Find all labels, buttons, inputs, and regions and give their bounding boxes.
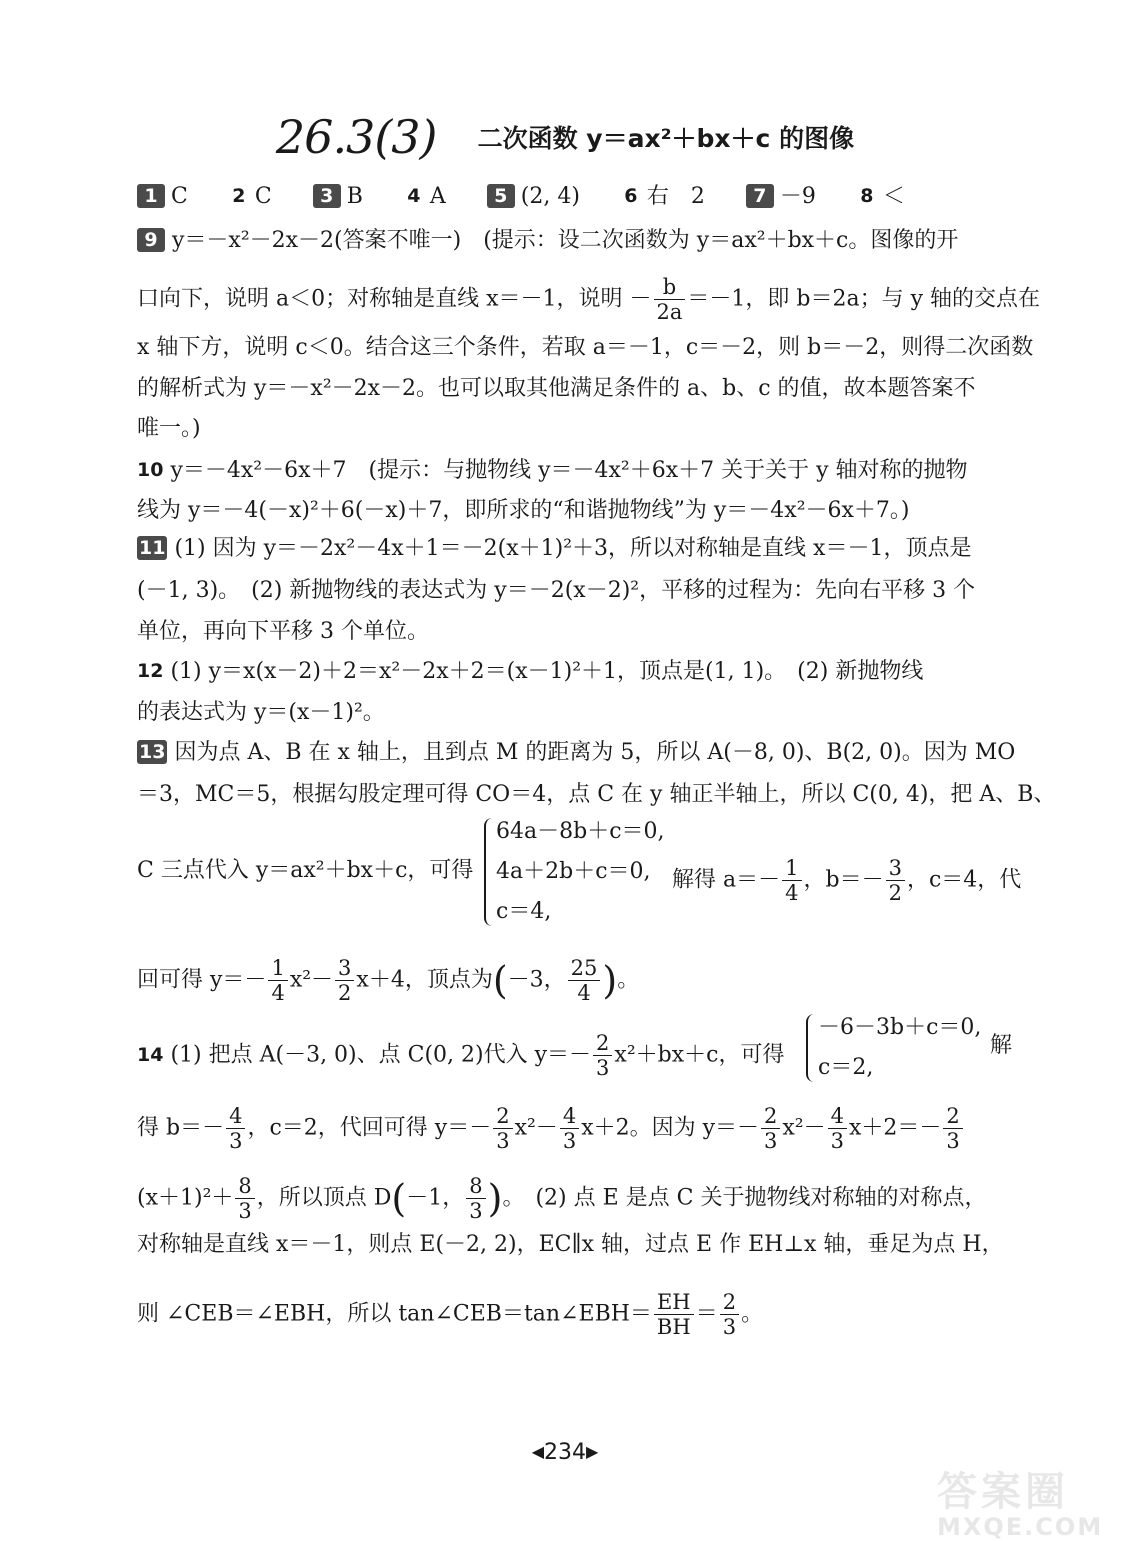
- q9-line: [137, 374, 1020, 404]
- fraction-denominator: 4: [271, 981, 285, 1005]
- fraction: [654, 275, 686, 324]
- equation: 4a＋2b＋c＝0,: [496, 859, 651, 884]
- answer-text: x 轴下方，说明 c＜0。结合这三个条件，若取 a＝－1，c＝－2，则 b＝－2，则得二次函数: [137, 335, 1034, 360]
- q9-line: [137, 414, 1020, 444]
- answer-value: A: [429, 184, 446, 209]
- answer-text: (1) 因为 y＝－2x²－4x＋1＝－2(x＋1)²＋3，所以对称轴是直线 x＝－1，顶点是: [174, 536, 972, 561]
- page-title: [0, 110, 1130, 164]
- q10-line: [137, 456, 1020, 486]
- fraction-denominator: 4: [577, 981, 591, 1005]
- equation-system: [806, 1008, 981, 1088]
- q14-line: [137, 1290, 1020, 1339]
- answer-text: x＋2。因为 y＝－: [581, 1115, 760, 1141]
- fraction-denominator: 2a: [656, 300, 683, 324]
- fraction: [593, 1031, 612, 1080]
- fraction-numerator: 4: [560, 1104, 579, 1129]
- answer-text: 线为 y＝－4(－x)²＋6(－x)＋7，即所求的“和谐抛物线”为 y＝－4x²－6x＋7。): [137, 498, 910, 523]
- fraction: [493, 1104, 512, 1153]
- fraction: [720, 1290, 739, 1339]
- q13-line: [672, 856, 1020, 905]
- answer-text: x＋2＝－: [849, 1115, 942, 1141]
- answer-text: C 三点代入 y＝ax²＋bx＋c，可得: [137, 858, 474, 883]
- answers-row: [137, 182, 1020, 212]
- q10-line: [137, 496, 1020, 526]
- q11-line: [137, 576, 1020, 606]
- left-triangle-icon: ◀: [531, 1442, 544, 1461]
- answer-text: (－1, 3)。 (2) 新抛物线的表达式为 y＝－2(x－2)²，平移的过程为：先向右平移 3 个: [137, 578, 976, 603]
- answer-text: ＝－1，即 b＝2a；与 y 轴的交点在: [687, 286, 1040, 312]
- fraction-denominator: 3: [946, 1129, 960, 1153]
- q13-line: [137, 738, 1020, 768]
- q11-line: [137, 534, 1020, 564]
- answer-text: －3，: [507, 967, 566, 993]
- right-triangle-icon: ▶: [586, 1442, 599, 1461]
- answer-value: －9: [779, 184, 816, 209]
- fraction-denominator: 2: [888, 881, 902, 905]
- fraction-denominator: 3: [496, 1129, 510, 1153]
- right-paren: ): [487, 1176, 503, 1221]
- equation: 64a－8b＋c＝0,: [496, 819, 665, 844]
- answer-text: 的表达式为 y＝(x－1)²。: [137, 700, 385, 725]
- fraction-denominator: 3: [229, 1129, 243, 1153]
- fraction: [235, 1174, 254, 1223]
- fraction: [268, 956, 287, 1005]
- answer-text: x²－: [514, 1115, 558, 1141]
- fraction-numerator: 3: [335, 956, 354, 981]
- q14-line: [137, 1230, 1020, 1260]
- answer-value: C: [171, 184, 188, 209]
- answer-text: x²－: [782, 1115, 826, 1141]
- question-number: 14: [137, 1043, 164, 1066]
- answer-value: 右 2: [646, 184, 705, 209]
- answer-text: 口向下，说明 a＜0；对称轴是直线 x＝－1，说明 －: [137, 286, 652, 312]
- q12-line: [137, 698, 1020, 728]
- fraction-numerator: 2: [720, 1290, 739, 1315]
- page-number-value: 234: [544, 1440, 586, 1465]
- q12-line: [137, 657, 1020, 687]
- fraction-numerator: 2: [761, 1104, 780, 1129]
- fraction-numerator: 1: [782, 856, 801, 881]
- watermark-url: MXQE.COM: [937, 1513, 1104, 1541]
- fraction-denominator: 3: [562, 1129, 577, 1153]
- fraction-numerator: 8: [466, 1174, 485, 1199]
- equation: －6－3b＋c＝0,: [818, 1015, 982, 1040]
- answer-text: (x＋1)²＋: [137, 1185, 234, 1211]
- question-number: 12: [137, 660, 164, 682]
- left-paren: (: [391, 1176, 407, 1221]
- fraction-numerator: 1: [268, 956, 287, 981]
- watermark-text: 答案圈: [937, 1469, 1069, 1515]
- fraction-numerator: 2: [943, 1104, 962, 1129]
- answer-value: (2, 4): [520, 184, 580, 209]
- answer-text: ＝: [695, 1301, 718, 1327]
- fraction: [943, 1104, 962, 1153]
- answer-value: ＜: [882, 184, 905, 209]
- fraction: [568, 956, 601, 1005]
- question-number: 7: [746, 184, 774, 208]
- q14-line: [990, 1031, 1012, 1061]
- q9-line: [137, 226, 1020, 256]
- equation-system: [484, 812, 665, 932]
- fraction-denominator: 3: [238, 1199, 252, 1223]
- answer-text: 对称轴是直线 x＝－1，则点 E(－2, 2)，EC∥x 轴，过点 E 作 EH⊥x 轴，垂足为点 H，: [137, 1232, 1004, 1257]
- question-number: 13: [139, 741, 166, 763]
- answer-text: (1) 把点 A(－3, 0)、点 C(0, 2)代入 y＝－: [170, 1042, 592, 1068]
- question-number: 3: [313, 184, 341, 208]
- question-number: 11: [139, 537, 166, 559]
- fraction-numerator: 3: [886, 856, 905, 881]
- answer-text: x＋4，顶点为: [356, 967, 493, 993]
- fraction-denominator: 3: [596, 1056, 610, 1080]
- fraction-numerator: 2: [593, 1031, 612, 1056]
- question-number: 9: [137, 228, 165, 252]
- fraction: [226, 1104, 245, 1153]
- watermark-logo: [937, 1460, 1112, 1541]
- answer-text: y＝－4x²－6x＋7 (提示：与抛物线 y＝－4x²＋6x＋7 关于关于 y 轴对称的抛物: [170, 458, 968, 483]
- fraction-denominator: 3: [469, 1199, 483, 1223]
- question-number: 10: [137, 459, 164, 481]
- fraction-denominator: 3: [830, 1129, 844, 1153]
- question-number: 4: [407, 185, 421, 207]
- q11-line: [137, 617, 1020, 647]
- fraction-numerator: 2: [493, 1104, 512, 1129]
- fraction: [654, 1290, 694, 1339]
- q9-line: [137, 333, 1034, 363]
- answer-text: 。 (2) 点 E 是点 C 关于抛物线对称轴的对称点，: [502, 1185, 987, 1211]
- answer-text: y＝－x²－2x－2(答案不唯一) (提示：设二次函数为 y＝ax²＋bx＋c。图像的开: [172, 228, 959, 253]
- answer-text: 解: [990, 1033, 1013, 1058]
- answer-value: C: [254, 184, 272, 209]
- answer-text: 因为点 A、B 在 x 轴上，且到点 M 的距离为 5，所以 A(－8, 0)、B(2, 0)。因为 MO: [174, 740, 1016, 765]
- answer-text: ＝3，MC＝5，根据勾股定理可得 CO＝4，点 C 在 y 轴正半轴上，所以 C(0, 4)，把 A、B、: [137, 782, 1056, 807]
- answer-text: －1，: [406, 1185, 465, 1211]
- section-number: 26.3(3): [275, 110, 437, 164]
- question-number: 5: [487, 184, 515, 208]
- fraction: [560, 1104, 579, 1153]
- fraction: [782, 856, 801, 905]
- answer-text: (1) y＝x(x－2)＋2＝x²－2x＋2＝(x－1)²＋1，顶点是(1, 1)。 (2) 新抛物线: [170, 659, 924, 684]
- fraction-numerator: b: [654, 275, 686, 300]
- equation: c＝4,: [496, 899, 552, 924]
- fraction-denominator: 3: [722, 1315, 737, 1339]
- fraction-numerator: 4: [828, 1104, 847, 1129]
- answer-text: 。: [741, 1301, 764, 1327]
- answer-text: 则 ∠CEB＝∠EBH，所以 tan∠CEB＝tan∠EBH＝: [137, 1301, 652, 1327]
- equation: c＝2,: [818, 1055, 874, 1080]
- question-number: 6: [624, 185, 638, 207]
- fraction-numerator: 8: [235, 1174, 254, 1199]
- answer-text: 。: [617, 967, 640, 993]
- right-paren: ): [602, 958, 618, 1003]
- fraction: [466, 1174, 485, 1223]
- fraction-numerator: EH: [654, 1290, 694, 1315]
- q9-line: [137, 275, 1040, 324]
- fraction-denominator: BH: [656, 1315, 691, 1339]
- fraction-numerator: 4: [226, 1104, 245, 1129]
- q14-line: [137, 1104, 1020, 1153]
- q14-line: [137, 1174, 1020, 1223]
- answer-value: B: [346, 184, 363, 209]
- answer-text: ，c＝2，代回可得 y＝－: [247, 1115, 492, 1141]
- fraction: [886, 856, 905, 905]
- answer-text: ，c＝4，代: [906, 867, 1022, 893]
- answer-text: 的解析式为 y＝－x²－2x－2。也可以取其他满足条件的 a、b、c 的值，故本题答案不: [137, 376, 976, 401]
- fraction: [828, 1104, 847, 1153]
- q13-line: [137, 956, 1020, 1005]
- answer-text: 解得 a＝－: [672, 867, 781, 893]
- answer-text: ，b＝－: [803, 867, 884, 893]
- answer-text: 唯一。): [137, 416, 201, 441]
- fraction-numerator: 25: [568, 956, 601, 981]
- section-heading: 二次函数 y＝ax²＋bx＋c 的图像: [477, 124, 855, 153]
- answer-text: 得 b＝－: [137, 1115, 225, 1141]
- answer-text: ，所以顶点 D: [256, 1185, 392, 1211]
- fraction-denominator: 4: [785, 881, 799, 905]
- fraction: [761, 1104, 780, 1153]
- fraction: [335, 956, 354, 1005]
- left-paren: (: [492, 958, 508, 1003]
- question-number: 2: [232, 185, 246, 207]
- answer-text: x²－: [289, 967, 334, 993]
- question-number: 1: [137, 184, 165, 208]
- answer-text: x²＋bx＋c，可得: [614, 1042, 785, 1068]
- answer-text: 单位，再向下平移 3 个单位。: [137, 619, 429, 644]
- q13-line: [137, 780, 1056, 810]
- fraction-denominator: 3: [764, 1129, 778, 1153]
- question-number: 8: [860, 185, 874, 207]
- answer-text: 回可得 y＝－: [137, 967, 267, 993]
- fraction-denominator: 2: [338, 981, 352, 1005]
